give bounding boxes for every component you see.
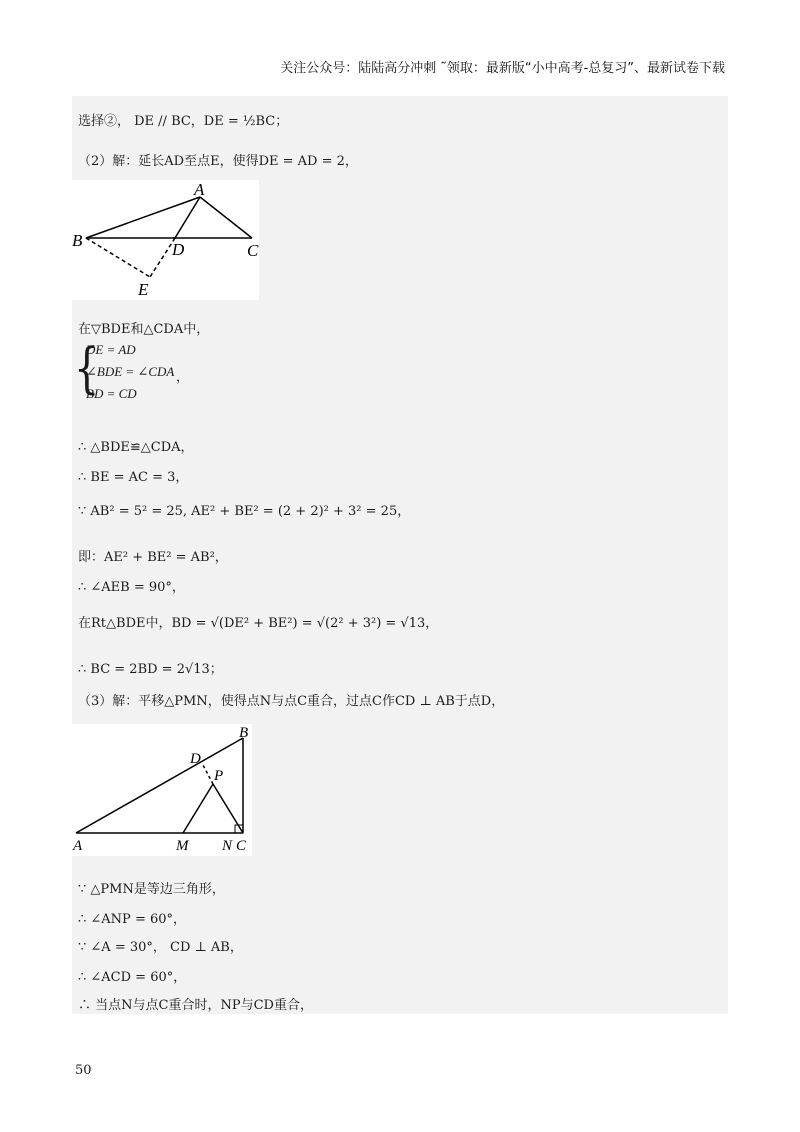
page-header: 关注公众号：陆陆高分冲刺 ˜领取：最新版“小中高考-总复习”、最新试卷下载 xyxy=(280,61,725,76)
label-A: A xyxy=(73,838,83,854)
label-E: E xyxy=(138,280,149,299)
brace-icon: { xyxy=(74,337,100,401)
label-C: C xyxy=(247,241,259,260)
figure-right-triangle-pmn xyxy=(72,724,252,856)
label-N: N xyxy=(222,838,233,854)
solution-line-equilateral: ∵ △PMN是等边三角形， xyxy=(78,882,225,897)
congruence-system xyxy=(72,337,202,408)
system-line-2: ∠BDE = ∠CDA xyxy=(86,364,175,379)
solution-line-part2: （2）解：延长AD至点E，使得DE = AD = 2， xyxy=(78,154,358,169)
figure-triangle-abc-extension xyxy=(72,180,259,300)
solution-line-anp: ∴ ∠ANP = 60°， xyxy=(78,912,187,927)
system-line-1: DE = AD xyxy=(86,342,136,357)
page-number: 50 xyxy=(75,1063,92,1078)
system-line-3: BD = CD xyxy=(86,386,137,401)
figure1-svg xyxy=(72,180,259,300)
solution-line-coincide: ∴ 当点N与点C重合时，NP与CD重合， xyxy=(78,998,313,1013)
solution-line-part3: （3）解：平移△PMN，使得点N与点C重合，过点C作CD ⊥ AB于点D， xyxy=(78,694,505,709)
system-comma: ， xyxy=(176,370,190,385)
label-B: B xyxy=(72,231,83,250)
label-D: D xyxy=(190,751,201,767)
solution-line-be-equals-ac: ∴ BE = AC = 3， xyxy=(78,470,189,485)
label-B: B xyxy=(239,725,249,741)
solution-line-bc-length: ∴ BC = 2BD = 2√13； xyxy=(78,662,223,677)
solution-line-acd: ∴ ∠ACD = 60°， xyxy=(78,970,187,985)
solution-line-angle-a: ∵ ∠A = 30°， CD ⊥ AB， xyxy=(78,940,243,955)
solution-line-choice: 选择②， DE // BC，DE = ½BC； xyxy=(78,114,289,129)
solution-line-pythagoras-check: ∵ AB² = 5² = 25, AE² + BE² = (2 + 2)² + 3² = 25， xyxy=(78,504,411,519)
solution-line-in-triangles: 在▽BDE和△CDA中， xyxy=(78,322,210,337)
solution-line-right-angle: ∴ ∠AEB = 90°， xyxy=(78,580,185,595)
label-A: A xyxy=(194,180,205,199)
label-C: C xyxy=(236,838,247,854)
solution-line-namely: 即：AE² + BE² = AB²， xyxy=(78,550,228,565)
solution-line-bd-length: 在Rt△BDE中，BD = √(DE² + BE²) = √(2² + 3²) = √13， xyxy=(78,616,439,631)
solution-content xyxy=(72,96,728,1014)
solution-line-congruent: ∴ △BDE≌△CDA， xyxy=(78,440,194,455)
label-P: P xyxy=(214,768,224,784)
figure2-svg xyxy=(72,724,252,856)
label-D: D xyxy=(172,240,185,259)
label-M: M xyxy=(176,838,189,854)
